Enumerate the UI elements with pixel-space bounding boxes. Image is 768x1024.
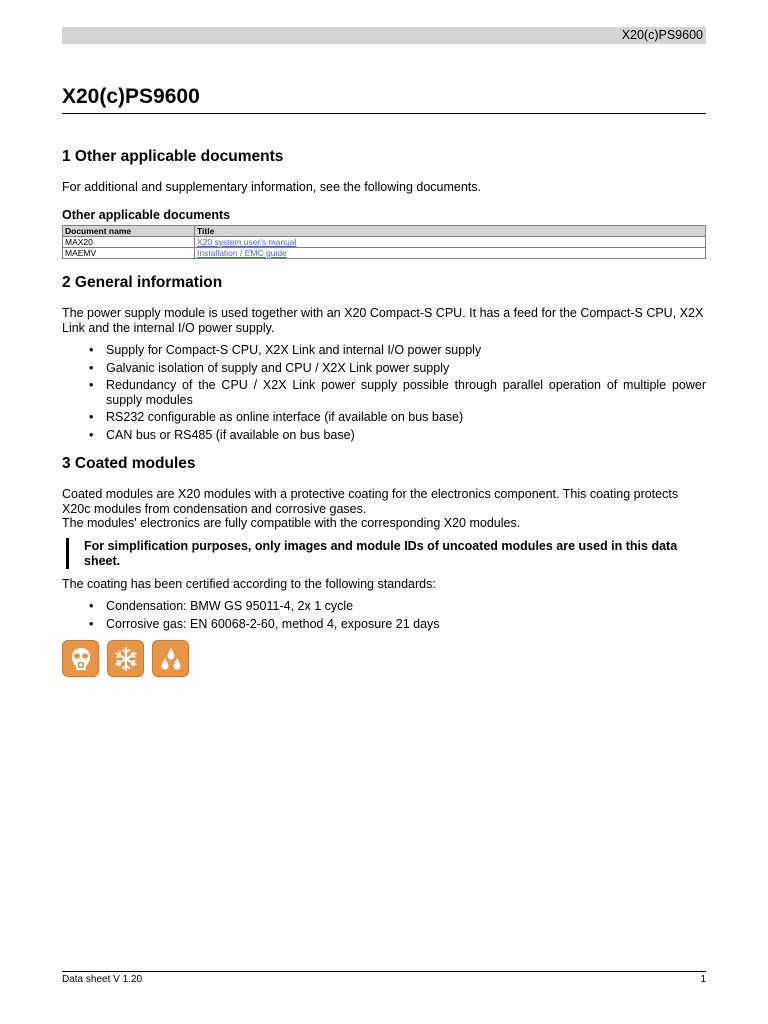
bullet-icon: • <box>89 616 94 631</box>
page-title: X20(c)PS9600 <box>62 85 200 108</box>
header-bar <box>62 27 706 44</box>
list-item-text: CAN bus or RS485 (if available on bus base) <box>106 427 355 442</box>
footer-version: Data sheet V 1.20 <box>62 974 143 985</box>
bullet-icon: • <box>89 410 94 424</box>
header-product-name: X20(c)PS9600 <box>621 28 703 42</box>
document-name-cell: MAEMV <box>63 248 195 259</box>
title-divider <box>62 113 706 114</box>
section-3-heading: 3 Coated modules <box>62 455 196 472</box>
bullet-icon: • <box>89 378 94 392</box>
table-row <box>63 237 706 248</box>
list-item <box>62 410 706 425</box>
section-1-heading: 1 Other applicable documents <box>62 148 284 165</box>
document-title-cell <box>195 248 706 259</box>
list-item <box>62 617 706 632</box>
section-2-intro: The power supply module is used together with an X20 Compact-S CPU. It has a feed for the Compact-S CPU, X2X Link and the internal I/O power supply. <box>62 306 704 335</box>
documents-table <box>62 225 706 259</box>
features-list <box>62 343 706 445</box>
list-item <box>62 343 706 358</box>
section-1-intro: For additional and supplementary information, see the following documents. <box>62 180 481 194</box>
list-item <box>62 599 706 614</box>
list-item-text: Supply for Compact-S CPU, X2X Link and internal I/O power supply <box>106 343 482 357</box>
document-name-cell: MAX20 <box>63 237 195 248</box>
table-header-row <box>63 226 706 237</box>
section-2-heading: 2 General information <box>62 274 223 291</box>
list-item <box>62 378 706 407</box>
list-item-text: RS232 configurable as online interface (if available on bus base) <box>106 410 464 424</box>
page-number: 1 <box>700 974 706 985</box>
list-item <box>62 428 706 443</box>
document-title-link[interactable]: X20 system user's manual <box>197 237 297 247</box>
column-header-document-name: Document name <box>63 226 195 237</box>
list-item-text: Redundancy of the CPU / X2X Link power supply possible through parallel operation of multiple power supply modules <box>106 378 706 407</box>
documents-table-caption: Other applicable documents <box>62 208 231 222</box>
list-item <box>62 361 706 376</box>
note-marker <box>66 538 69 569</box>
column-header-title: Title <box>195 226 706 237</box>
note-text: For simplification purposes, only images and module IDs of uncoated modules are used in this data sheet. <box>84 539 678 568</box>
document-title-cell <box>195 237 706 248</box>
bullet-icon: • <box>89 343 94 357</box>
bullet-icon: • <box>89 599 94 613</box>
water-drops-icon <box>152 640 189 677</box>
gas-mask-icon <box>62 640 99 677</box>
section-3-paragraph-1: Coated modules are X20 modules with a protective coating for the electronics component. This coating protects X20c modules from condensation and corrosive gases. <box>62 487 679 516</box>
bullet-icon: • <box>89 360 94 375</box>
table-row <box>63 248 706 259</box>
list-item-text: Condensation: BMW GS 95011-4, 2x 1 cycle <box>106 599 354 613</box>
document-title-link[interactable]: Installation / EMC guide <box>197 248 287 258</box>
bullet-icon: • <box>89 427 94 442</box>
list-item-text: Galvanic isolation of supply and CPU / X2X Link power supply <box>106 360 450 375</box>
standards-intro: The coating has been certified according to the following standards: <box>62 577 436 591</box>
standards-list <box>62 599 706 634</box>
footer-divider <box>62 971 706 972</box>
snowflake-icon <box>107 640 144 677</box>
list-item-text: Corrosive gas: EN 60068-2-60, method 4, exposure 21 days <box>106 616 440 631</box>
section-3-paragraph-2: The modules' electronics are fully compatible with the corresponding X20 modules. <box>62 516 521 530</box>
